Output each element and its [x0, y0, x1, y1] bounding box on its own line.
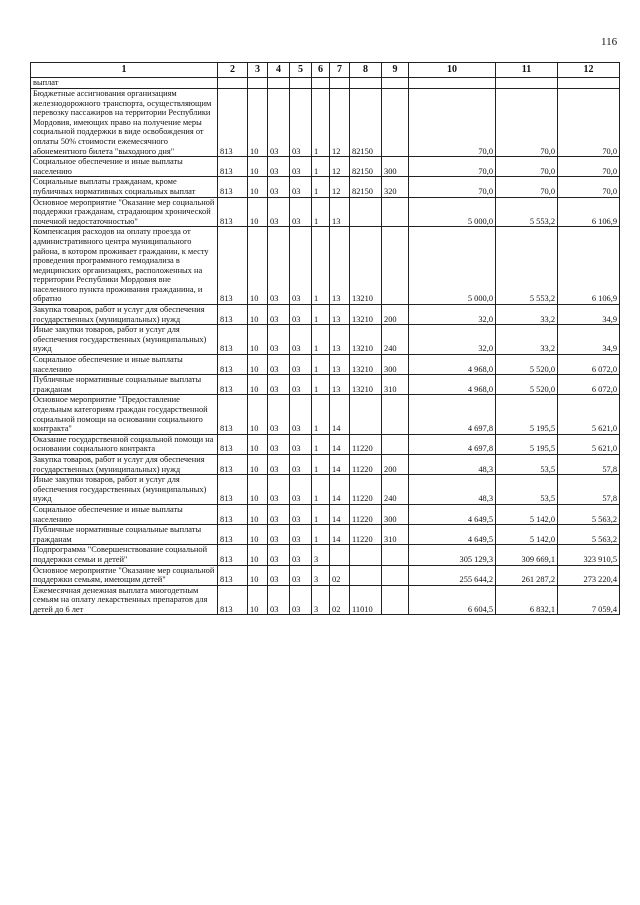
row-name: Подпрограмма "Совершенствование социальной поддержки семьи и детей": [31, 545, 218, 565]
amount-year-3: 6 072,0: [558, 375, 620, 395]
expense-direction-code: [350, 565, 382, 585]
subsection-code: 03: [268, 504, 290, 524]
amount-year-1: 6 604,5: [409, 585, 496, 615]
expense-type-code: [382, 545, 409, 565]
table-row: [31, 78, 620, 89]
subprogram-code: 1: [312, 197, 330, 227]
subsection-code: 03: [268, 375, 290, 395]
amount-year-2: 5 142,0: [496, 504, 558, 524]
program-code: 03: [290, 454, 312, 474]
section-code: 10: [248, 395, 268, 434]
column-header: 12: [558, 63, 620, 78]
expense-type-code: 240: [382, 325, 409, 355]
amount-year-3: 34,9: [558, 325, 620, 355]
subsection-code: 03: [268, 545, 290, 565]
amount-year-2: 5 195,5: [496, 434, 558, 454]
budget-code: 813: [218, 395, 248, 434]
program-code: 03: [290, 227, 312, 305]
row-name: Публичные нормативные социальные выплаты гражданам: [31, 375, 218, 395]
row-name: Основное мероприятие "Оказание мер социальной поддержки гражданам, страдающим хронической почечной недостаточностью": [31, 197, 218, 227]
section-code: 10: [248, 525, 268, 545]
program-code: 03: [290, 197, 312, 227]
expense-type-code: [382, 197, 409, 227]
section-code: 10: [248, 305, 268, 325]
expense-direction-code: 13210: [350, 355, 382, 375]
row-name: Социальные выплаты гражданам, кроме публичных нормативных социальных выплат: [31, 177, 218, 197]
amount-year-3: 5 621,0: [558, 395, 620, 434]
budget-code: 813: [218, 565, 248, 585]
row-name: Социальное обеспечение и иные выплаты населению: [31, 355, 218, 375]
expense-direction-code: 11220: [350, 504, 382, 524]
row-name: Компенсация расходов на оплату проезда от административного центра муниципального района, в котором проживает гражданин, к месту проведения программного гемодиализа в медицинских организациях, расположенных на территории Республики Мордовия вне населенного пункта проживания гражданина, и обратно: [31, 227, 218, 305]
amount-year-1: 4 649,5: [409, 504, 496, 524]
amount-year-2: 53,5: [496, 475, 558, 505]
subprogram-code: 1: [312, 454, 330, 474]
section-code: 10: [248, 375, 268, 395]
column-header: 8: [350, 63, 382, 78]
table-row: [31, 157, 620, 177]
table-row: [31, 585, 620, 615]
event-code: 13: [330, 305, 350, 325]
subprogram-code: 3: [312, 565, 330, 585]
section-code: 10: [248, 434, 268, 454]
subsection-code: 03: [268, 197, 290, 227]
program-code: 03: [290, 475, 312, 505]
event-code: 13: [330, 325, 350, 355]
subprogram-code: 3: [312, 545, 330, 565]
row-name: Основное мероприятие "Предоставление отдельным категориям граждан государственной социальной помощи на основании социального контракта": [31, 395, 218, 434]
program-code: 03: [290, 89, 312, 157]
table-row: [31, 355, 620, 375]
expense-type-code: 300: [382, 355, 409, 375]
table-row: [31, 525, 620, 545]
column-header: 6: [312, 63, 330, 78]
amount-year-3: 70,0: [558, 157, 620, 177]
subsection-code: 03: [268, 157, 290, 177]
program-code: 03: [290, 565, 312, 585]
table-row: [31, 434, 620, 454]
amount-year-1: 32,0: [409, 305, 496, 325]
expense-direction-code: 13210: [350, 325, 382, 355]
amount-year-3: 34,9: [558, 305, 620, 325]
subprogram-code: 1: [312, 325, 330, 355]
table-row: [31, 395, 620, 434]
row-name: Ежемесячная денежная выплата многодетным семьям на оплату лекарственных препаратов для детей до 6 лет: [31, 585, 218, 615]
budget-code: 813: [218, 375, 248, 395]
subsection-code: 03: [268, 565, 290, 585]
section-code: 10: [248, 177, 268, 197]
section-code: 10: [248, 565, 268, 585]
subprogram-code: 1: [312, 375, 330, 395]
column-header: 10: [409, 63, 496, 78]
amount-year-2: [496, 78, 558, 89]
section-code: 10: [248, 585, 268, 615]
subsection-code: 03: [268, 227, 290, 305]
subsection-code: 03: [268, 525, 290, 545]
amount-year-1: 305 129,3: [409, 545, 496, 565]
event-code: [330, 545, 350, 565]
amount-year-2: 70,0: [496, 177, 558, 197]
table-row: [31, 565, 620, 585]
amount-year-1: 48,3: [409, 454, 496, 474]
subsection-code: 03: [268, 585, 290, 615]
event-code: 12: [330, 89, 350, 157]
event-code: 14: [330, 454, 350, 474]
budget-code: 813: [218, 197, 248, 227]
expense-type-code: 310: [382, 525, 409, 545]
budget-code: 813: [218, 585, 248, 615]
subprogram-code: 1: [312, 227, 330, 305]
expense-direction-code: 13210: [350, 375, 382, 395]
row-name: Основное мероприятие "Оказание мер социальной поддержки семьям, имеющим детей": [31, 565, 218, 585]
amount-year-3: 323 910,5: [558, 545, 620, 565]
amount-year-2: 33,2: [496, 325, 558, 355]
budget-code: 813: [218, 355, 248, 375]
expense-type-code: [382, 78, 409, 89]
amount-year-2: 70,0: [496, 157, 558, 177]
event-code: 14: [330, 525, 350, 545]
subsection-code: 03: [268, 454, 290, 474]
amount-year-3: 57,8: [558, 454, 620, 474]
expense-direction-code: 13210: [350, 305, 382, 325]
section-code: 10: [248, 197, 268, 227]
column-header: 9: [382, 63, 409, 78]
amount-year-1: 4 697,8: [409, 395, 496, 434]
budget-code: [218, 78, 248, 89]
expense-type-code: [382, 565, 409, 585]
subprogram-code: 1: [312, 305, 330, 325]
row-name: Иные закупки товаров, работ и услуг для обеспечения государственных (муниципальных) нужд: [31, 325, 218, 355]
amount-year-3: 70,0: [558, 89, 620, 157]
column-header: 7: [330, 63, 350, 78]
event-code: 02: [330, 585, 350, 615]
budget-code: 813: [218, 305, 248, 325]
expense-type-code: [382, 585, 409, 615]
table-row: [31, 504, 620, 524]
table-row: [31, 177, 620, 197]
subprogram-code: 1: [312, 177, 330, 197]
program-code: 03: [290, 395, 312, 434]
column-header: 5: [290, 63, 312, 78]
expense-direction-code: 11220: [350, 525, 382, 545]
amount-year-1: 70,0: [409, 177, 496, 197]
row-name: Публичные нормативные социальные выплаты гражданам: [31, 525, 218, 545]
budget-code: 813: [218, 525, 248, 545]
expense-direction-code: [350, 78, 382, 89]
event-code: 13: [330, 197, 350, 227]
event-code: 12: [330, 177, 350, 197]
expense-direction-code: [350, 395, 382, 434]
table-row: [31, 89, 620, 157]
subprogram-code: 1: [312, 89, 330, 157]
program-code: 03: [290, 177, 312, 197]
amount-year-2: 309 669,1: [496, 545, 558, 565]
amount-year-1: 4 697,8: [409, 434, 496, 454]
expense-direction-code: [350, 545, 382, 565]
amount-year-3: 6 106,9: [558, 227, 620, 305]
program-code: 03: [290, 157, 312, 177]
section-code: 10: [248, 475, 268, 505]
column-header: 11: [496, 63, 558, 78]
section-code: 10: [248, 454, 268, 474]
program-code: 03: [290, 504, 312, 524]
expense-type-code: 200: [382, 454, 409, 474]
row-name: Социальное обеспечение и иные выплаты населению: [31, 157, 218, 177]
section-code: 10: [248, 325, 268, 355]
subsection-code: 03: [268, 305, 290, 325]
amount-year-1: 70,0: [409, 89, 496, 157]
column-header: 4: [268, 63, 290, 78]
program-code: 03: [290, 305, 312, 325]
event-code: 13: [330, 375, 350, 395]
budget-code: 813: [218, 504, 248, 524]
program-code: 03: [290, 375, 312, 395]
subprogram-code: 1: [312, 525, 330, 545]
event-code: 12: [330, 157, 350, 177]
program-code: 03: [290, 355, 312, 375]
budget-table: [30, 62, 620, 615]
budget-code: 813: [218, 434, 248, 454]
program-code: 03: [290, 525, 312, 545]
expense-type-code: 310: [382, 375, 409, 395]
event-code: 13: [330, 227, 350, 305]
expense-type-code: [382, 395, 409, 434]
amount-year-3: 70,0: [558, 177, 620, 197]
subprogram-code: [312, 78, 330, 89]
expense-direction-code: 82150: [350, 89, 382, 157]
subprogram-code: 1: [312, 395, 330, 434]
subsection-code: 03: [268, 395, 290, 434]
expense-type-code: [382, 89, 409, 157]
program-code: [290, 78, 312, 89]
table-row: [31, 375, 620, 395]
program-code: 03: [290, 434, 312, 454]
amount-year-1: [409, 78, 496, 89]
subprogram-code: 1: [312, 434, 330, 454]
subsection-code: 03: [268, 355, 290, 375]
budget-code: 813: [218, 89, 248, 157]
expense-type-code: 320: [382, 177, 409, 197]
amount-year-1: 4 649,5: [409, 525, 496, 545]
amount-year-3: 5 563,2: [558, 525, 620, 545]
table-row: [31, 545, 620, 565]
event-code: 14: [330, 395, 350, 434]
program-code: 03: [290, 585, 312, 615]
table-row: [31, 227, 620, 305]
expense-direction-code: 82150: [350, 177, 382, 197]
section-code: 10: [248, 227, 268, 305]
header-row: [31, 63, 620, 78]
amount-year-2: 5 142,0: [496, 525, 558, 545]
subsection-code: 03: [268, 475, 290, 505]
subprogram-code: 3: [312, 585, 330, 615]
event-code: 14: [330, 504, 350, 524]
expense-direction-code: 11220: [350, 454, 382, 474]
amount-year-2: 5 553,2: [496, 227, 558, 305]
subsection-code: 03: [268, 177, 290, 197]
subprogram-code: 1: [312, 475, 330, 505]
table-row: [31, 475, 620, 505]
subsection-code: 03: [268, 325, 290, 355]
amount-year-1: 4 968,0: [409, 355, 496, 375]
amount-year-2: 5 520,0: [496, 355, 558, 375]
section-code: 10: [248, 504, 268, 524]
page-number: 116: [601, 36, 618, 48]
event-code: 14: [330, 475, 350, 505]
event-code: 13: [330, 355, 350, 375]
amount-year-2: 261 287,2: [496, 565, 558, 585]
amount-year-2: 5 553,2: [496, 197, 558, 227]
row-name: Оказание государственной социальной помощи на основании социального контракта: [31, 434, 218, 454]
subsection-code: 03: [268, 89, 290, 157]
program-code: 03: [290, 545, 312, 565]
expense-type-code: 300: [382, 157, 409, 177]
budget-code: 813: [218, 157, 248, 177]
expense-type-code: [382, 227, 409, 305]
table-row: [31, 305, 620, 325]
event-code: 14: [330, 434, 350, 454]
amount-year-2: 70,0: [496, 89, 558, 157]
amount-year-2: 6 832,1: [496, 585, 558, 615]
budget-code: 813: [218, 227, 248, 305]
amount-year-3: 5 621,0: [558, 434, 620, 454]
expense-type-code: 300: [382, 504, 409, 524]
column-header: 1: [31, 63, 218, 78]
subsection-code: 03: [268, 434, 290, 454]
amount-year-1: 4 968,0: [409, 375, 496, 395]
expense-direction-code: [350, 197, 382, 227]
amount-year-1: 32,0: [409, 325, 496, 355]
column-header: 3: [248, 63, 268, 78]
expense-type-code: [382, 434, 409, 454]
amount-year-3: 57,8: [558, 475, 620, 505]
amount-year-3: 6 106,9: [558, 197, 620, 227]
amount-year-2: 5 520,0: [496, 375, 558, 395]
expense-direction-code: 82150: [350, 157, 382, 177]
row-name: Бюджетные ассигнования организациям железнодорожного транспорта, осуществляющим перевозку пассажиров на территории Республики Мордовия, имеющих право на получение меры социальной поддержки в виде освобождения от оплаты 50% стоимости ежемесячного абонементного билета "выходного дня": [31, 89, 218, 157]
row-name: Закупка товаров, работ и услуг для обеспечения государственных (муниципальных) нужд: [31, 305, 218, 325]
budget-code: 813: [218, 177, 248, 197]
subprogram-code: 1: [312, 355, 330, 375]
table-row: [31, 197, 620, 227]
budget-code: 813: [218, 545, 248, 565]
table-row: [31, 325, 620, 355]
amount-year-3: [558, 78, 620, 89]
column-header: 2: [218, 63, 248, 78]
amount-year-3: 6 072,0: [558, 355, 620, 375]
amount-year-2: 5 195,5: [496, 395, 558, 434]
amount-year-1: 5 000,0: [409, 197, 496, 227]
budget-code: 813: [218, 325, 248, 355]
expense-type-code: 240: [382, 475, 409, 505]
expense-direction-code: 13210: [350, 227, 382, 305]
amount-year-3: 7 059,4: [558, 585, 620, 615]
table-body: [31, 78, 620, 615]
budget-code: 813: [218, 454, 248, 474]
amount-year-1: 70,0: [409, 157, 496, 177]
budget-code: 813: [218, 475, 248, 505]
amount-year-2: 33,2: [496, 305, 558, 325]
section-code: 10: [248, 545, 268, 565]
row-name: Закупка товаров, работ и услуг для обеспечения государственных (муниципальных) нужд: [31, 454, 218, 474]
subsection-code: [268, 78, 290, 89]
event-code: 02: [330, 565, 350, 585]
subprogram-code: 1: [312, 157, 330, 177]
amount-year-1: 48,3: [409, 475, 496, 505]
event-code: [330, 78, 350, 89]
amount-year-1: 255 644,2: [409, 565, 496, 585]
expense-type-code: 200: [382, 305, 409, 325]
section-code: 10: [248, 157, 268, 177]
amount-year-2: 53,5: [496, 454, 558, 474]
amount-year-3: 273 220,4: [558, 565, 620, 585]
section-code: 10: [248, 89, 268, 157]
subprogram-code: 1: [312, 504, 330, 524]
section-code: 10: [248, 355, 268, 375]
row-name: выплат: [31, 78, 218, 89]
program-code: 03: [290, 325, 312, 355]
amount-year-3: 5 563,2: [558, 504, 620, 524]
row-name: Социальное обеспечение и иные выплаты населению: [31, 504, 218, 524]
table-row: [31, 454, 620, 474]
section-code: [248, 78, 268, 89]
expense-direction-code: 11220: [350, 475, 382, 505]
amount-year-1: 5 000,0: [409, 227, 496, 305]
expense-direction-code: 11220: [350, 434, 382, 454]
row-name: Иные закупки товаров, работ и услуг для обеспечения государственных (муниципальных) нужд: [31, 475, 218, 505]
expense-direction-code: 11010: [350, 585, 382, 615]
